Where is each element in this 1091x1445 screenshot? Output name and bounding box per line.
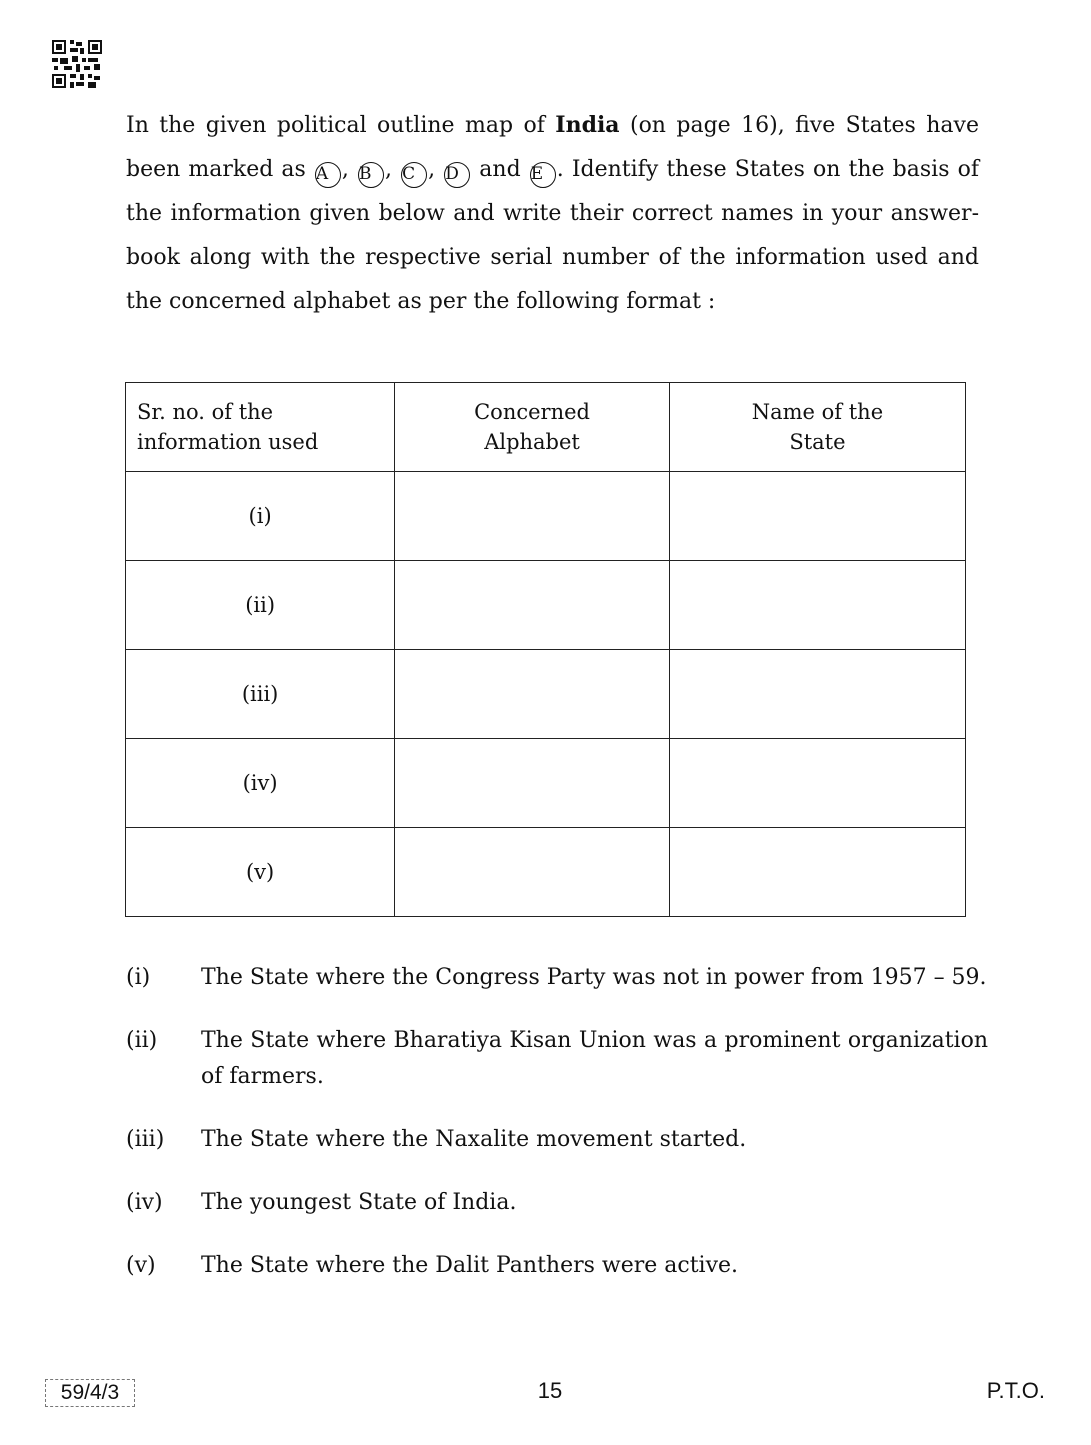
table-row: [126, 561, 966, 650]
intro-and: and: [479, 157, 521, 182]
answer-format-table: [125, 382, 966, 917]
question-intro: In the given political outline map of India (on page 16), five States have been marked as A , B , C , D and E . Identify these States on the basis of the information given below and write their correct names in your answer-book along with the respective serial number of the information used and the concerned alphabet as per the following format :: [126, 112, 979, 314]
row-state-cell: [669, 650, 965, 739]
row-serial-cell: (i): [126, 472, 395, 561]
row-alphabet-cell: [395, 828, 670, 917]
page-number: 15: [537, 1378, 563, 1403]
row-alphabet-cell: [395, 739, 670, 828]
header-concerned-alphabet: Concerned Alphabet: [395, 383, 670, 472]
list-item: [126, 1248, 988, 1284]
row-state-cell: [669, 561, 965, 650]
row-serial-cell: (iii): [126, 650, 395, 739]
header-state-name: Name of the State: [669, 383, 965, 472]
row-alphabet-cell: [395, 561, 670, 650]
row-state-cell: [669, 739, 965, 828]
intro-text-2: (on page 16), five States have been marked as: [126, 113, 979, 182]
qr-code-icon: [52, 40, 102, 88]
table-header-row: [126, 383, 966, 472]
clue-text: The State where the Dalit Panthers were active.: [201, 1253, 739, 1278]
row-state-cell: [669, 472, 965, 561]
list-item: [126, 1185, 988, 1221]
table-row: [126, 472, 966, 561]
clue-list: [126, 960, 988, 1284]
list-item: [126, 1122, 988, 1158]
intro-text-1: In the given political outline map of: [126, 113, 556, 138]
paper-code-box: 59/4/3: [45, 1379, 135, 1407]
circled-letter-c: C: [401, 162, 427, 188]
row-state-cell: [669, 828, 965, 917]
clue-number: (iv): [126, 1190, 163, 1215]
clue-text: The State where the Congress Party was not in power from 1957 – 59.: [201, 965, 987, 990]
clue-text: The State where Bharatiya Kisan Union was a prominent organization of farmers.: [201, 1028, 988, 1089]
table-row: [126, 739, 966, 828]
circled-letter-b: B: [358, 162, 384, 188]
clue-number: (v): [126, 1253, 156, 1278]
intro-text-3: . Identify these States on the basis of the information given below and write their correct names in your answer-book along with the respective serial number of the information used and the concerned alphabet as per the following format :: [126, 157, 979, 314]
row-alphabet-cell: [395, 472, 670, 561]
row-alphabet-cell: [395, 650, 670, 739]
circled-letter-d: D: [444, 162, 470, 188]
circled-letter-a: A: [315, 162, 341, 188]
intro-bold-india: India: [555, 112, 620, 138]
list-item: [126, 960, 988, 996]
pto-label: P.T.O.: [986, 1378, 1045, 1403]
clue-text: The youngest State of India.: [201, 1190, 517, 1215]
row-serial-cell: (v): [126, 828, 395, 917]
table-row: [126, 650, 966, 739]
clue-number: (iii): [126, 1127, 165, 1152]
circled-letter-e: E: [530, 162, 556, 188]
clue-number: (ii): [126, 1028, 158, 1053]
table-row: [126, 828, 966, 917]
row-serial-cell: (iv): [126, 739, 395, 828]
header-serial-number: Sr. no. of the information used: [126, 383, 395, 472]
row-serial-cell: (ii): [126, 561, 395, 650]
clue-text: The State where the Naxalite movement started.: [201, 1127, 747, 1152]
list-item: [126, 1023, 988, 1095]
clue-number: (i): [126, 965, 151, 990]
